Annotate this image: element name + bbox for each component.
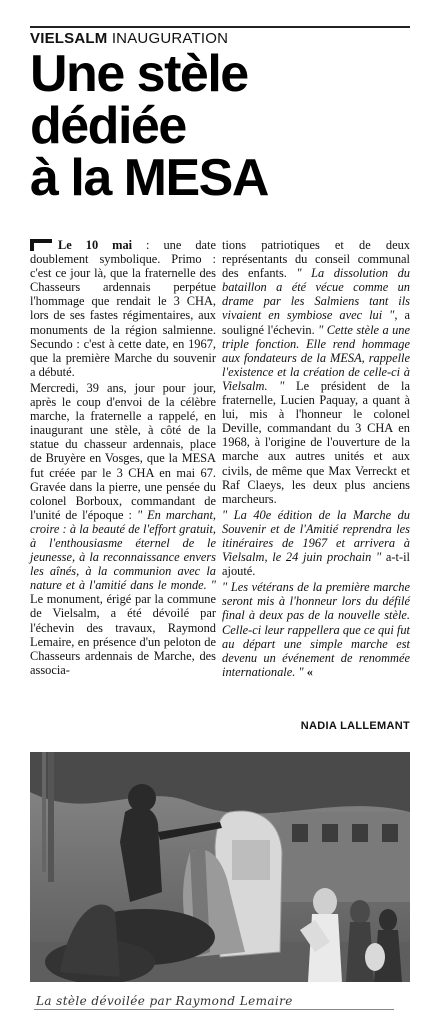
- corner-mark-icon: [30, 239, 52, 251]
- paragraph-3: [222, 238, 410, 506]
- photo-caption: La stèle dévoilée par Raymond Lemaire: [36, 994, 293, 1008]
- headline-line-2: dédiée: [30, 97, 186, 155]
- lead-in: Le 10 mai: [58, 238, 133, 252]
- article-column-2: [222, 238, 410, 681]
- paragraph-3-tail-2: Le président de la fraternelle, Lucien Paquay, a quant à lui, mis à l'honneur le colonel Deville, commandant du 3 CHA en 1968, à l'origine de l'ouverture de la marche aux autres unités et aux civils, de même que Max Verreckt et Raf Claeys, les deux plus anciens marcheurs.: [222, 378, 411, 506]
- caption-underline: [34, 1009, 394, 1010]
- kicker-place: VIELSALM: [30, 30, 108, 47]
- paragraph-3-tail: , a souligné l'échevin.: [222, 308, 410, 337]
- stele-quote: " Cette stèle a une triple fonction. Elle rend hommage aux fondateurs de la MESA, rappelle l'existence et la création de celle-ci à Vielsalm. ": [222, 322, 410, 393]
- byline: NADIA LALLEMANT: [300, 720, 410, 732]
- paragraph-3-text: tions patriotiques et de deux représentants du conseil communal des enfants.: [222, 238, 410, 281]
- article-column-1: [30, 238, 216, 679]
- paragraph-2-tail: Le monument, érigé par la commune de Vielsalm, a été dévoilé par l'échevin des travaux, Raymond Lemaire, en présence d'un peloton de Chasseurs ardennais de Marche, des associa-: [30, 592, 216, 677]
- paragraph-4: [222, 508, 410, 578]
- headline: [30, 45, 420, 207]
- photo-illustration: [30, 752, 410, 982]
- paragraph-1: [30, 238, 216, 379]
- end-mark: «: [303, 664, 313, 679]
- paragraph-2-text: Mercredi, 39 ans, jour pour jour, après le coup d'envoi de la célèbre marche, la fraternelle a rappelé, en inaugurant une stèle, à côté de la statue du chasseur ardennais, place de Bruyère en Vosges, que la MESA fut créée par le 3 CHA en mai 67. Gravée dans la pierre, une pensée du colonel Borboux, commandant de l'unité de l'époque :: [30, 380, 216, 522]
- paragraph-2: [30, 381, 216, 677]
- headline-line-1: Une stèle: [30, 45, 248, 103]
- top-rule: [30, 26, 410, 28]
- edition-quote: " La 40e édition de la Marche du Souvenir et de l'Amitié reprendra les itinéraires de 1967 et arrivera à Vielsalm, le 24 juin prochain ": [222, 507, 410, 565]
- veterans-quote: " Les vétérans de la première marche seront mis à l'honneur lors du défilé final à deux pas de la nouvelle stèle. Celle-ci leur rappellera que ce qui fut au départ une simple marche est devenu un événement de renommée internationale. ": [222, 580, 410, 679]
- headline-line-3: à la MESA: [30, 149, 268, 207]
- paragraph-1-text: : une date doublement symbolique. Primo : c'est ce jour là, que la fraternelle des Chasseurs ardennais perpétue l'hommage que rendait le 3 CHA, lors de ses fastes régimentaires, aux monuments de la région salmienne. Secundo : c'est à cette date, en 1967, que la première Marche du souvenir a débuté.: [30, 238, 216, 379]
- kicker-section: INAUGURATION: [111, 30, 229, 47]
- echevin-quote: " La dissolution du bataillon a été vécue comme un drame par les Salmiens tant ils vivaient en symbiose avec lui ": [222, 266, 410, 323]
- paragraph-4-tail: a-t-il ajouté.: [222, 550, 410, 579]
- stele-photo: [30, 752, 410, 982]
- borboux-quote: " En marchant, croire : à la beauté de l'effort gratuit, à l'enthousiasme éternel de le jeunesse, à la reconnaissance envers les aînés, à la communion avec la nature et à l'amitié dans le monde. ": [30, 507, 216, 593]
- paragraph-5: [222, 580, 410, 679]
